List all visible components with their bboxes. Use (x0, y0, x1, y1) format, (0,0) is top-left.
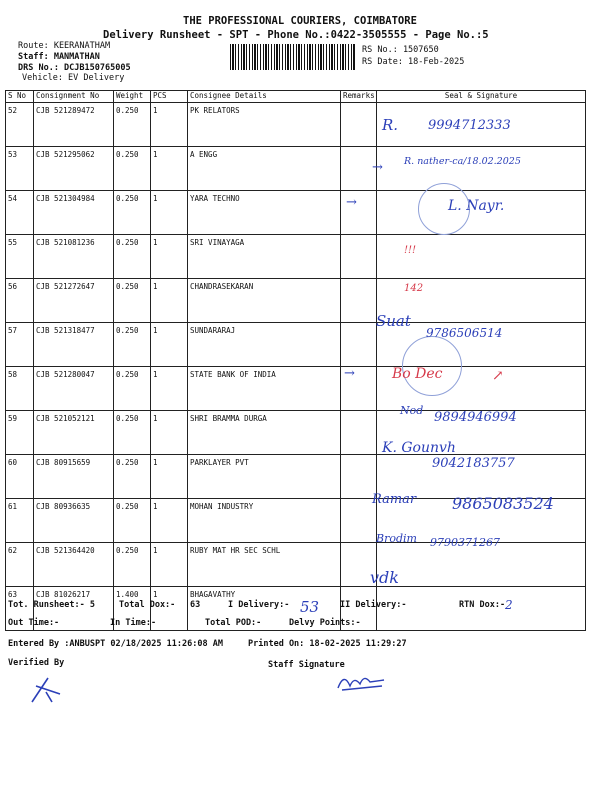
handwritten-arrow: → (344, 366, 355, 381)
out-time-label: Out Time:- (8, 618, 60, 628)
total-dox-value: 63 (190, 600, 201, 610)
rs-date: RS Date: 18-Feb-2025 (362, 57, 465, 67)
runsheet-table (5, 90, 586, 631)
row-consignee: SHRI BRAMMA DURGA (188, 411, 341, 455)
row-remarks (341, 103, 377, 147)
row-consignment: CJB 521364420 (34, 543, 114, 587)
handwritten-rtn-count: 2 (505, 598, 513, 612)
handwritten-signature: L. Nayr. (448, 198, 505, 214)
handwritten-mark: 142 (404, 283, 424, 294)
row-weight: 0.250 (114, 147, 151, 191)
entered-by: Entered By :ANBUSPT 02/18/2025 11:26:08 AM (8, 639, 223, 649)
table-row (6, 235, 586, 279)
handwritten-mark: ↗ (492, 368, 504, 384)
row-consignee: CHANDRASEKARAN (188, 279, 341, 323)
staff-signature-label: Staff Signature (268, 660, 345, 670)
handwritten-signature: vdk (370, 568, 399, 587)
row-remarks (341, 235, 377, 279)
row-remarks (341, 411, 377, 455)
handwritten-initial: R. (382, 116, 399, 134)
row-sno: 62 (6, 543, 34, 587)
row-sno: 57 (6, 323, 34, 367)
row-consignee: BHAGAVATHY (188, 587, 341, 631)
total-pod-label: Total POD:- (205, 618, 262, 628)
col-remarks: Remarks (341, 91, 377, 103)
handwritten-arrow: → (346, 195, 357, 210)
handwritten-phone: 9994712333 (428, 118, 511, 133)
row-weight: 0.250 (114, 455, 151, 499)
handwritten-signature: Bo Dec (392, 366, 443, 382)
total-dox-label: Total Dox:- (119, 600, 176, 610)
row-remarks (341, 279, 377, 323)
row-sno: 55 (6, 235, 34, 279)
row-consignment: CJB 521081236 (34, 235, 114, 279)
col-consignment: Consignment No (34, 91, 114, 103)
runsheet-subtitle: Delivery Runsheet - SPT - Phone No.:0422-3505555 - Page No.:5 (103, 29, 489, 41)
row-weight: 0.250 (114, 367, 151, 411)
row-consignee: PK RELATORS (188, 103, 341, 147)
row-weight: 0.250 (114, 191, 151, 235)
row-consignee: A ENGG (188, 147, 341, 191)
row-consignment: CJB 521289472 (34, 103, 114, 147)
row-weight: 0.250 (114, 543, 151, 587)
row-consignment: CJB 521052121 (34, 411, 114, 455)
row-signature (377, 235, 586, 279)
row-weight: 0.250 (114, 279, 151, 323)
row-remarks (341, 323, 377, 367)
vehicle-label: Vehicle: EV Delivery (22, 73, 125, 83)
row-pcs: 1 (151, 323, 188, 367)
row-sno: 63 (6, 587, 34, 631)
row-signature (377, 147, 586, 191)
row-sno: 52 (6, 103, 34, 147)
in-time-label: In Time:- (110, 618, 157, 628)
printed-on: Printed On: 18-02-2025 11:29:27 (248, 639, 407, 649)
row-consignee: PARKLAYER PVT (188, 455, 341, 499)
row-consignee: SUNDARARAJ (188, 323, 341, 367)
row-consignment: CJB 80915659 (34, 455, 114, 499)
row-pcs: 1 (151, 543, 188, 587)
row-sno: 58 (6, 367, 34, 411)
row-sno: 59 (6, 411, 34, 455)
row-consignment: CJB 81026217 (34, 587, 114, 631)
table-header-row (6, 91, 586, 103)
row-pcs: 1 (151, 279, 188, 323)
row-pcs: 1 (151, 411, 188, 455)
tot-runsheet: Tot. Runsheet:- 5 (8, 600, 95, 610)
handwritten-signature: Brodim (376, 532, 417, 545)
col-sno: S No (6, 91, 34, 103)
handwritten-mark: !!! (404, 245, 417, 256)
row-pcs: 1 (151, 235, 188, 279)
table-row (6, 147, 586, 191)
rs-number: RS No.: 1507650 (362, 45, 439, 55)
row-weight: 0.250 (114, 499, 151, 543)
row-consignment: CJB 521318477 (34, 323, 114, 367)
i-delivery-label: I Delivery:- (228, 600, 290, 610)
row-pcs: 1 (151, 103, 188, 147)
handwritten-signature: Nod (400, 404, 424, 417)
row-consignee: SRI VINAYAGA (188, 235, 341, 279)
row-pcs: 1 (151, 455, 188, 499)
col-pcs: PCS (151, 91, 188, 103)
col-consignee: Consignee Details (188, 91, 341, 103)
row-sno: 61 (6, 499, 34, 543)
row-weight: 0.250 (114, 103, 151, 147)
row-signature (377, 543, 586, 587)
col-weight: Weight (114, 91, 151, 103)
row-weight: 0.250 (114, 411, 151, 455)
row-weight: 0.250 (114, 235, 151, 279)
row-pcs: 1 (151, 587, 188, 631)
row-consignment: CJB 521280047 (34, 367, 114, 411)
verified-by-label: Verified By (8, 658, 65, 668)
staff-signature-mark (334, 668, 390, 694)
row-sno: 54 (6, 191, 34, 235)
drs-number: DRS No.: DCJB150765005 (18, 63, 131, 73)
handwritten-arrow: → (372, 160, 383, 175)
handwritten-phone: 9865083524 (452, 494, 554, 513)
row-pcs: 1 (151, 499, 188, 543)
row-pcs: 1 (151, 191, 188, 235)
table-row (6, 279, 586, 323)
row-consignee: YARA TECHNO (188, 191, 341, 235)
staff-label: Staff: MANMATHAN (18, 52, 100, 62)
table-row (6, 543, 586, 587)
row-consignee: MOHAN INDUSTRY (188, 499, 341, 543)
row-sno: 53 (6, 147, 34, 191)
row-consignment: CJB 521304984 (34, 191, 114, 235)
row-sno: 56 (6, 279, 34, 323)
row-consignment: CJB 80936635 (34, 499, 114, 543)
ii-delivery-label: II Delivery:- (340, 600, 407, 610)
handwritten-signature: R. nather-ca/18.02.2025 (404, 156, 521, 167)
handwritten-signature: K. Gounvh (382, 440, 456, 456)
handwritten-phone: 9790371267 (430, 536, 500, 549)
row-consignment: CJB 521272647 (34, 279, 114, 323)
handwritten-phone: 9042183757 (432, 456, 515, 471)
delvy-points-label: Delvy Points:- (289, 618, 361, 628)
row-consignment: CJB 521295062 (34, 147, 114, 191)
barcode-image (230, 44, 356, 70)
handwritten-delivery-count: 53 (300, 598, 320, 616)
row-consignee: STATE BANK OF INDIA (188, 367, 341, 411)
route-label: Route: KEERANATHAM (18, 41, 111, 51)
row-weight: 1.400 (114, 587, 151, 631)
verifier-signature-mark (26, 672, 66, 706)
row-consignee: RUBY MAT HR SEC SCHL (188, 543, 341, 587)
handwritten-signature: Suat (376, 312, 411, 330)
rtn-dox-label: RTN Dox:- (459, 600, 506, 610)
row-pcs: 1 (151, 147, 188, 191)
handwritten-phone: 9894946994 (434, 410, 517, 425)
handwritten-phone: 9786506514 (426, 326, 503, 340)
company-title: THE PROFESSIONAL COURIERS, COIMBATORE (183, 15, 417, 27)
col-seal-signature: Seal & Signature (377, 91, 586, 103)
row-weight: 0.250 (114, 323, 151, 367)
handwritten-signature: Ramar (372, 492, 417, 507)
row-pcs: 1 (151, 367, 188, 411)
row-sno: 60 (6, 455, 34, 499)
